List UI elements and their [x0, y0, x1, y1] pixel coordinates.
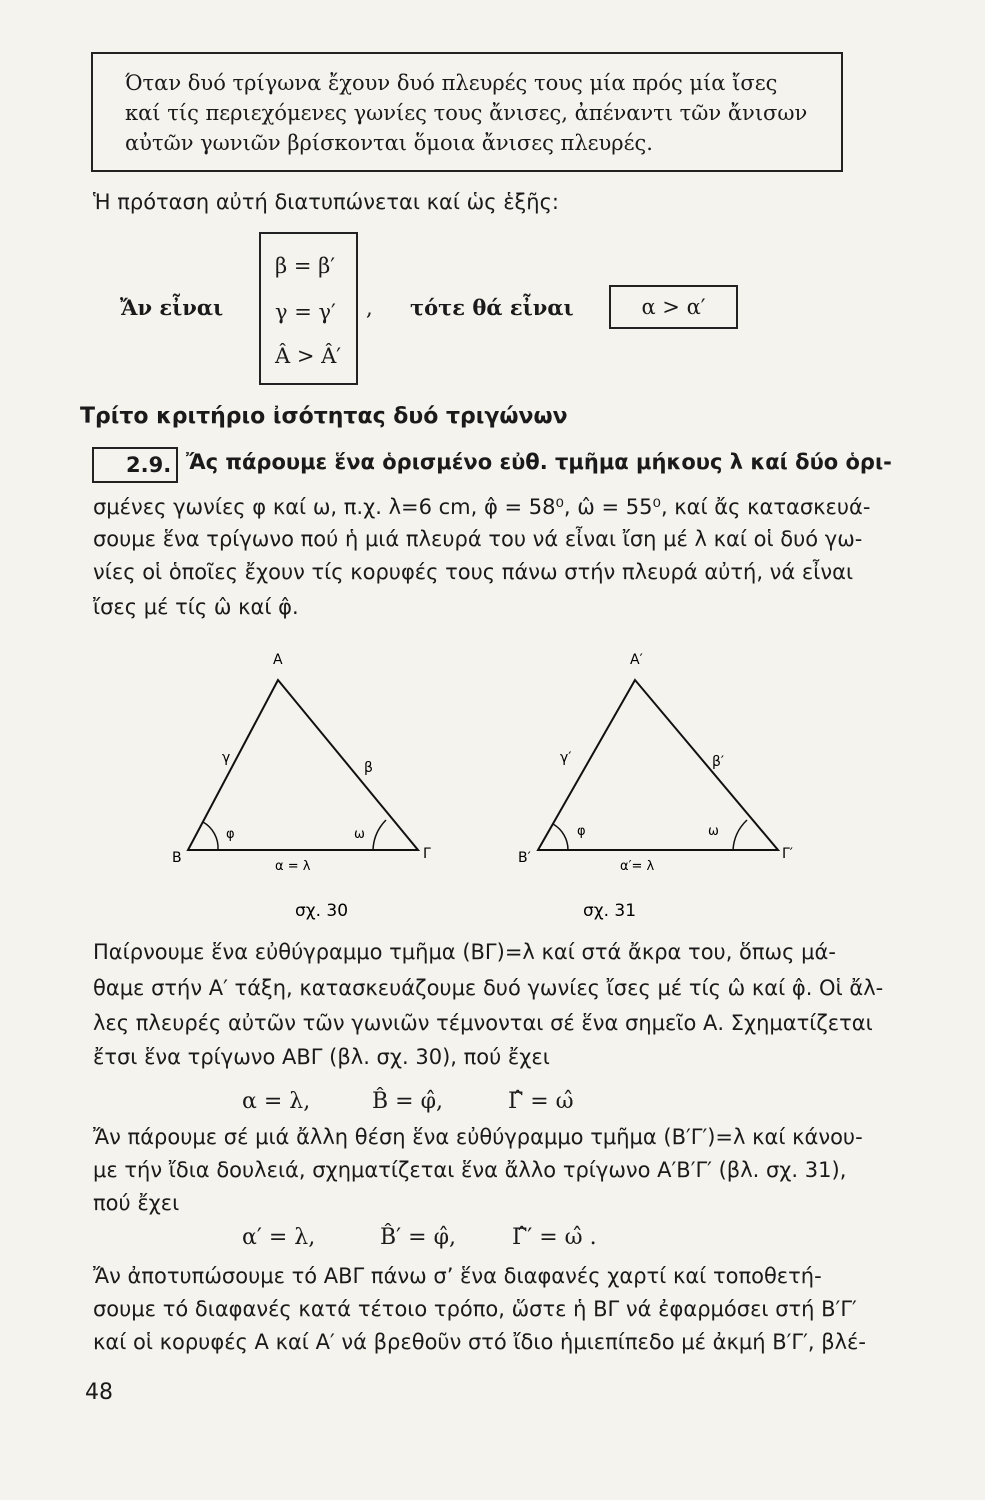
- body-line: ἔτσι ἕνα τρίγωνο ΑΒΓ (βλ. σχ. 30), πού ἔχει: [93, 1045, 550, 1069]
- side-gamma-prime-label: γ′: [560, 750, 572, 766]
- body-line: Ἄν ἀποτυπώσουμε τό ΑΒΓ πάνω σ’ ἕνα διαφανές χαρτί καί τοποθετή-: [93, 1264, 822, 1288]
- base-label: α′= λ: [620, 859, 655, 874]
- theorem-line: καί τίς περιεχόμενες γωνίες τους ἄνισες, ἀπέναντι τῶν ἄνισων: [125, 101, 808, 125]
- vertex-g-prime-label: Γ′: [782, 846, 793, 862]
- condition-gamma: γ = γ′: [275, 300, 336, 324]
- vertex-g-label: Γ: [423, 846, 431, 862]
- angle-omega-label: ω: [708, 824, 719, 839]
- intro-text: Ἡ πρόταση αὐτή διατυπώνεται καί ὡς ἑξῆς:: [93, 190, 559, 214]
- body-line: σουμε τό διαφανές κατά τέτοιο τρόπο, ὥστε ἡ ΒΓ νά ἐφαρμόσει στή Β′Γ′: [93, 1297, 857, 1321]
- section-title: Τρίτο κριτήριο ἰσότητας δυό τριγώνων: [80, 404, 568, 429]
- body-line: πού ἔχει: [93, 1191, 180, 1215]
- vertex-a-prime-label: A′: [630, 652, 643, 668]
- angle-arc-phi: [553, 824, 568, 850]
- theorem-line: Όταν δυό τρίγωνα ἔχουν δυό πλευρές τους μία πρός μία ἴσες: [125, 71, 778, 95]
- body-line: καί οἱ κορυφές Α καί Α′ νά βρεθοῦν στό ἴδιο ἡμιεπίπεδο μέ ἀκμή Β′Γ′, βλέ-: [93, 1330, 866, 1354]
- body-line: Ἄν πάρουμε σέ μιά ἄλλη θέση ἕνα εὐθύγραμμο τμῆμα (Β′Γ′)=λ καί κάνου-: [93, 1125, 863, 1149]
- condition-beta: β = β′: [275, 254, 335, 278]
- theorem-box: [91, 52, 843, 172]
- side-beta-label: β: [364, 760, 373, 776]
- angle-phi-label: φ: [577, 824, 586, 839]
- vertex-b-prime-label: B′: [518, 850, 531, 866]
- figure-31: [518, 652, 793, 874]
- angle-arc-phi: [203, 822, 218, 850]
- equation-a: α = λ,: [242, 1089, 311, 1114]
- equation-g-prime: Γ̂′ = ω̂ .: [512, 1225, 597, 1250]
- vertex-b-label: B: [172, 850, 182, 866]
- if-label: Ἄν εἶναι: [120, 295, 224, 320]
- caption-fig-30: σχ. 30: [295, 901, 349, 921]
- angle-arc-omega: [733, 820, 747, 850]
- figures: [160, 640, 820, 930]
- angle-omega-label: ω: [354, 827, 365, 842]
- body-line: με τήν ἴδια δουλειά, σχηματίζεται ἕνα ἄλλο τρίγωνο Α′Β′Γ′ (βλ. σχ. 31),: [93, 1158, 847, 1182]
- condition-angle: Â > Â′: [275, 344, 342, 368]
- equation-b-prime: B̂′ = φ̂,: [380, 1225, 456, 1250]
- exercise-line: ἴσες μέ τίς ω̂ καί φ̂.: [93, 595, 299, 619]
- conclusion-box: α > α′: [609, 285, 738, 329]
- caption-fig-31: σχ. 31: [583, 901, 637, 921]
- comma: ,: [366, 296, 373, 320]
- angle-phi-label: φ: [226, 827, 235, 842]
- vertex-a-label: A: [273, 652, 283, 668]
- equation-a-prime: α′ = λ,: [242, 1225, 316, 1250]
- conditions-box: [259, 232, 358, 385]
- side-beta-prime-label: β′: [712, 754, 725, 770]
- angle-arc-omega: [373, 820, 386, 850]
- equation-b: B̂ = φ̂,: [372, 1089, 443, 1114]
- base-label: α = λ: [275, 859, 311, 874]
- exercise-line: νίες οἱ ὁποῖες ἔχουν τίς κορυφές τους πάνω στήν πλευρά αὐτή, νά εἶναι: [93, 560, 854, 584]
- equation-g: Γ̂ = ω̂: [508, 1089, 574, 1114]
- exercise-line: σμένες γωνίες φ καί ω, π.χ. λ=6 cm, φ̂ = 58⁰, ω̂ = 55⁰, καί ἄς κατασκευά-: [93, 495, 871, 519]
- then-label: τότε θά εἶναι: [410, 295, 574, 320]
- figure-30: [172, 652, 431, 874]
- body-line: θαμε στήν Α′ τάξη, κατασκευάζουμε δυό γωνίες ἴσες μέ τίς ω̂ καί φ̂. Οἱ ἄλ-: [93, 976, 884, 1000]
- exercise-line: Ἄς πάρουμε ἕνα ὁρισμένο εὐθ. τμῆμα μήκους λ καί δύο ὁρι-: [186, 450, 892, 474]
- exercise-number: 2.9.: [92, 447, 178, 483]
- page-number: 48: [85, 1380, 113, 1405]
- side-gamma-label: γ: [222, 750, 231, 766]
- body-line: Παίρνουμε ἕνα εὐθύγραμμο τμῆμα (ΒΓ)=λ καί στά ἄκρα του, ὅπως μά-: [93, 940, 836, 964]
- theorem-line: αὐτῶν γωνιῶν βρίσκονται ὅμοια ἄνισες πλευρές.: [125, 131, 653, 155]
- body-line: λες πλευρές αὐτῶν τῶν γωνιῶν τέμνονται σέ ἕνα σημεῖο Α. Σχηματίζεται: [93, 1011, 873, 1035]
- exercise-line: σουμε ἕνα τρίγωνο πού ἡ μιά πλευρά του νά εἶναι ἴση μέ λ καί οἱ δυό γω-: [93, 527, 863, 551]
